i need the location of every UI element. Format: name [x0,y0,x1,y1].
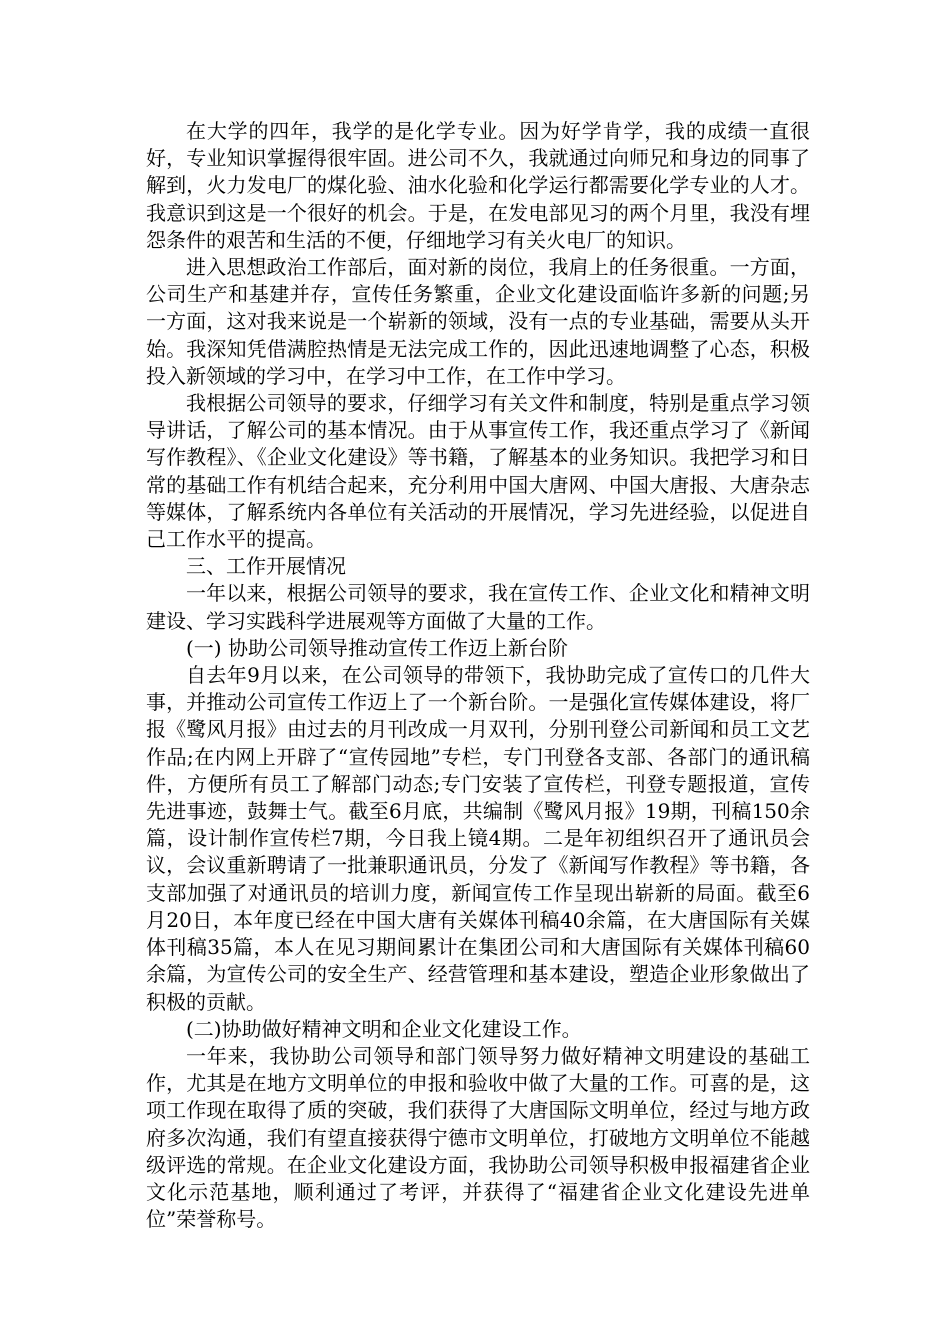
paragraph-5: 自去年9月以来，在公司领导的带领下，我协助完成了宣传口的几件大事，并推动公司宣传工作迈上了一个新台阶。一是强化宣传媒体建设，将厂报《鹭风月报》由过去的月刊改成一月双刊，分别刊登公司新闻和员工文艺作品;在内网上开辟了“宣传园地”专栏，专门刊登各支部、各部门的通讯稿件，方便所有员工了解部门动态;专门安装了宣传栏，刊登专题报道，宣传先进事迹，鼓舞士气。截至6月底，共编制《鹭风月报》19期，刊稿150余篇，设计制作宣传栏7期，今日我上镜4期。二是年初组织召开了通讯员会议，会议重新聘请了一批兼职通讯员，分发了《新闻写作教程》等书籍，各支部加强了对通讯员的培训力度，新闻宣传工作呈现出崭新的局面。截至6月20日，本年度已经在中国大唐有关媒体刊稿40余篇，在大唐国际有关媒体刊稿35篇，本人在见习期间累计在集团公司和大唐国际有关媒体刊稿60余篇，为宣传公司的安全生产、经营管理和基本建设，塑造企业形象做出了积极的贡献。 [146,663,810,1014]
section-heading-3: 三、工作开展情况 [186,554,346,579]
document-body [146,118,810,1233]
paragraph-3: 我根据公司领导的要求，仔细学习有关文件和制度，特别是重点学习领导讲话，了解公司的基本情况。由于从事宣传工作，我还重点学习了《新闻写作教程》、《企业文化建设》等书籍，了解基本的业务知识。我把学习和日常的基础工作有机结合起来，充分利用中国大唐网、中国大唐报、大唐杂志等媒体，了解系统内各单位有关活动的开展情况，学习先进经验，以促进自己工作水平的提高。 [146,391,810,552]
paragraph-1: 在大学的四年，我学的是化学专业。因为好学肯学，我的成绩一直很好，专业知识掌握得很牢固。进公司不久，我就通过向师兄和身边的同事了解到，火力发电厂的煤化验、油水化验和化学运行都需要化学专业的人才。我意识到这是一个很好的机会。于是，在发电部见习的两个月里，我没有埋怨条件的艰苦和生活的不便，仔细地学习有关火电厂的知识。 [146,119,810,252]
paragraph-2: 进入思想政治工作部后，面对新的岗位，我肩上的任务很重。一方面，公司生产和基建并存，宣传任务繁重，企业文化建设面临许多新的问题;另一方面，这对我来说是一个崭新的领域，没有一点的专业基础，需要从头开始。我深知凭借满腔热情是无法完成工作的，因此迅速地调整了心态，积极投入新领域的学习中，在学习中工作，在工作中学习。 [146,255,810,388]
subsection-heading-1: (一) 协助公司领导推动宣传工作迈上新台阶 [186,635,568,660]
paragraph-6: 一年来，我协助公司领导和部门领导努力做好精神文明建设的基础工作，尤其是在地方文明单位的申报和验收中做了大量的工作。可喜的是，这项工作现在取得了质的突破，我们获得了大唐国际文明单位，经过与地方政府多次沟通，我们有望直接获得宁德市文明单位，打破地方文明单位不能越级评选的常规。在企业文化建设方面，我协助公司领导积极申报福建省企业文化示范基地，顺利通过了考评，并获得了“福建省企业文化建设先进单位”荣誉称号。 [146,1043,810,1232]
paragraph-4: 一年以来，根据公司领导的要求，我在宣传工作、企业文化和精神文明建设、学习实践科学进展观等方面做了大量的工作。 [146,581,810,633]
subsection-heading-2: (二)协助做好精神文明和企业文化建设工作。 [186,1016,582,1041]
